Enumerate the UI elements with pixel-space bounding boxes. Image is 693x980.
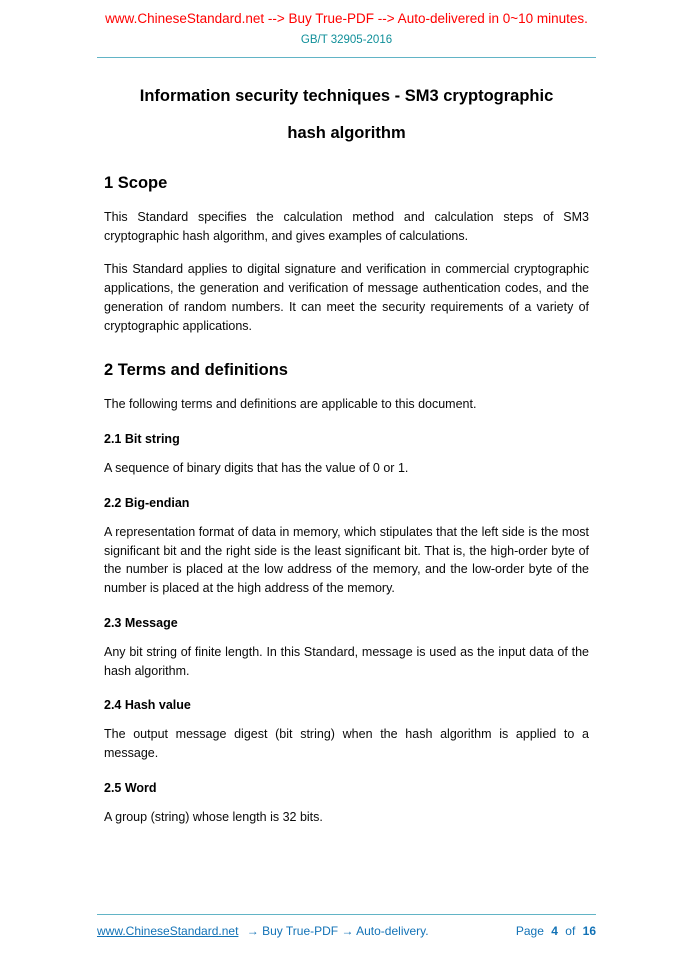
page-indicator (512, 924, 596, 938)
page-footer (97, 914, 596, 938)
header-divider (97, 57, 596, 58)
term-title-hash-value: 2.4 Hash value (104, 698, 191, 713)
scope-paragraph-1: This Standard specifies the calculation method and calculation steps of SM3 cryptographic hash algorithm, and gives examples of calculations. (104, 209, 589, 243)
term-definition-message: Any bit string of finite length. In this Standard, message is used as the input data of the hash algorithm. (104, 644, 589, 678)
scope-paragraph-2: This Standard applies to digital signature and verification in commercial cryptographic applications, the generation and verification of message authentication codes, and the generation of random numbers. It can meet the security requirements of a variety of cryptographic applications. (104, 262, 589, 333)
term-definition-big-endian: A representation format of data in memory, which stipulates that the left side is the most significant bit and the right side is the least significant bit. That is, the high-order byte of the number is placed at the low address of the memory, and the low-order byte of the number is placed at the high address of the memory. (104, 524, 589, 596)
terms-intro: The following terms and definitions are applicable to this document. (104, 397, 477, 412)
term-definition-word: A group (string) whose length is 32 bits. (104, 809, 323, 824)
footer-row (97, 915, 596, 938)
footer-promo-text: → Buy True-PDF → Auto-delivery. (246, 924, 429, 938)
term-title-big-endian: 2.2 Big-endian (104, 495, 190, 510)
standard-code: GB/T 32905-2016 (300, 33, 393, 46)
promo-banner: www.ChineseStandard.net --> Buy True-PDF --> Auto-delivered in 0~10 minutes. (105, 11, 588, 26)
page-of-label: of (565, 924, 576, 938)
document-title (70, 78, 623, 152)
term-title-word: 2.5 Word (104, 780, 157, 795)
term-definition-hash-value: The output message digest (bit string) when the hash algorithm is applied to a message. (104, 727, 589, 761)
footer-site-link[interactable]: www.ChineseStandard.net (97, 924, 239, 938)
section-heading-terms: 2 Terms and definitions (104, 361, 288, 380)
term-definition-bit-string: A sequence of binary digits that has the value of 0 or 1. (104, 461, 409, 476)
document-title-line-2: hash algorithm (287, 123, 406, 142)
section-heading-scope: 1 Scope (104, 173, 168, 192)
term-title-message: 2.3 Message (104, 615, 178, 630)
term-title-bit-string: 2.1 Bit string (104, 432, 180, 447)
page-number-current: 4 (551, 924, 558, 938)
page-number-total: 16 (582, 924, 596, 938)
footer-left (97, 924, 429, 938)
page-label: Page (515, 924, 544, 938)
document-title-line-1: Information security techniques - SM3 cryptographic (139, 86, 554, 105)
